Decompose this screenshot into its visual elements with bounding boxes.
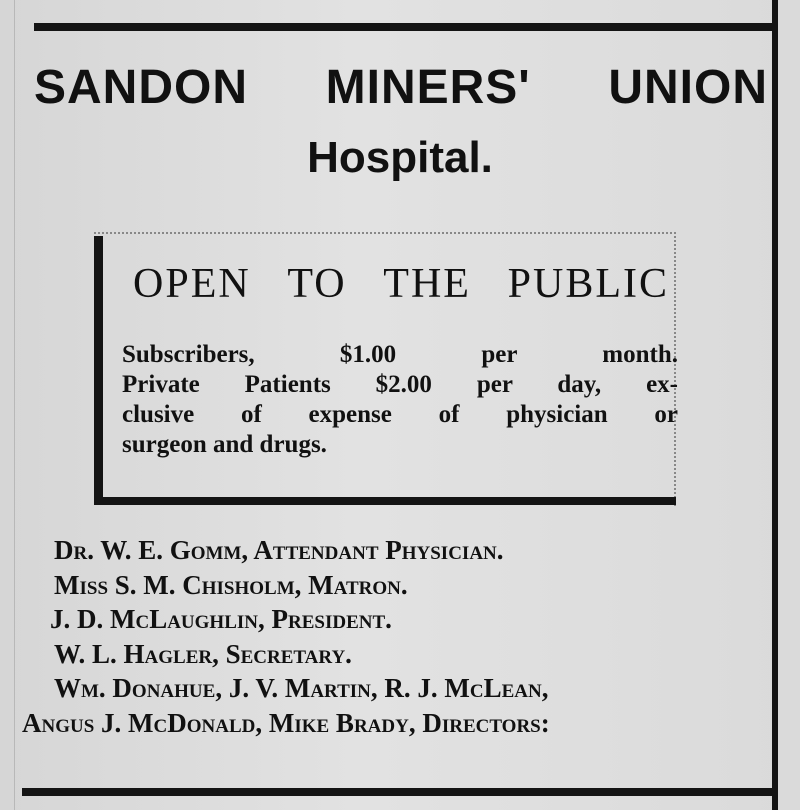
notice-title-word: THE [383, 261, 471, 307]
notice-line-subscribers: Subscribers, $1.00 per month. [122, 341, 678, 368]
officer-secretary: W. L. Hagler, Secretary. [54, 638, 352, 669]
column-divider-faint [14, 0, 15, 810]
officers-list [22, 533, 770, 740]
advertisement-subhead: Hospital. [307, 133, 493, 182]
officer-matron: Miss S. M. Chisholm, Matron. [54, 569, 408, 600]
directors-line-1: Wm. Donahue, J. V. Martin, R. J. McLean, [54, 673, 549, 703]
notice-body [122, 340, 678, 460]
notice-line-exclusive: clusive of expense of physician or [122, 401, 678, 428]
bottom-rule [22, 788, 774, 796]
notice-box-left-border [94, 236, 103, 504]
headline-word-union: UNION [608, 61, 768, 114]
notice-title-word: OPEN [133, 261, 251, 307]
notice-title [133, 258, 669, 310]
notice-line-private-patients: Private Patients $2.00 per day, ex- [122, 371, 678, 398]
advertisement-headline [34, 58, 768, 118]
top-rule [34, 23, 774, 31]
headline-word-miners: MINERS' [325, 61, 531, 114]
headline-word-sandon: SANDON [34, 61, 249, 114]
notice-line-surgeon: surgeon and drugs. [122, 431, 327, 458]
officer-president: J. D. McLaughlin, President. [50, 604, 392, 634]
notice-title-word: PUBLIC [507, 261, 669, 307]
right-column-rule [772, 0, 778, 810]
directors-line-2: Angus J. McDonald, Mike Brady, Directors: [22, 707, 550, 738]
notice-title-word: TO [287, 261, 347, 307]
notice-box-bottom-border [94, 497, 676, 505]
officer-physician: Dr. W. E. Gomm, Attendant Physician. [54, 535, 504, 565]
